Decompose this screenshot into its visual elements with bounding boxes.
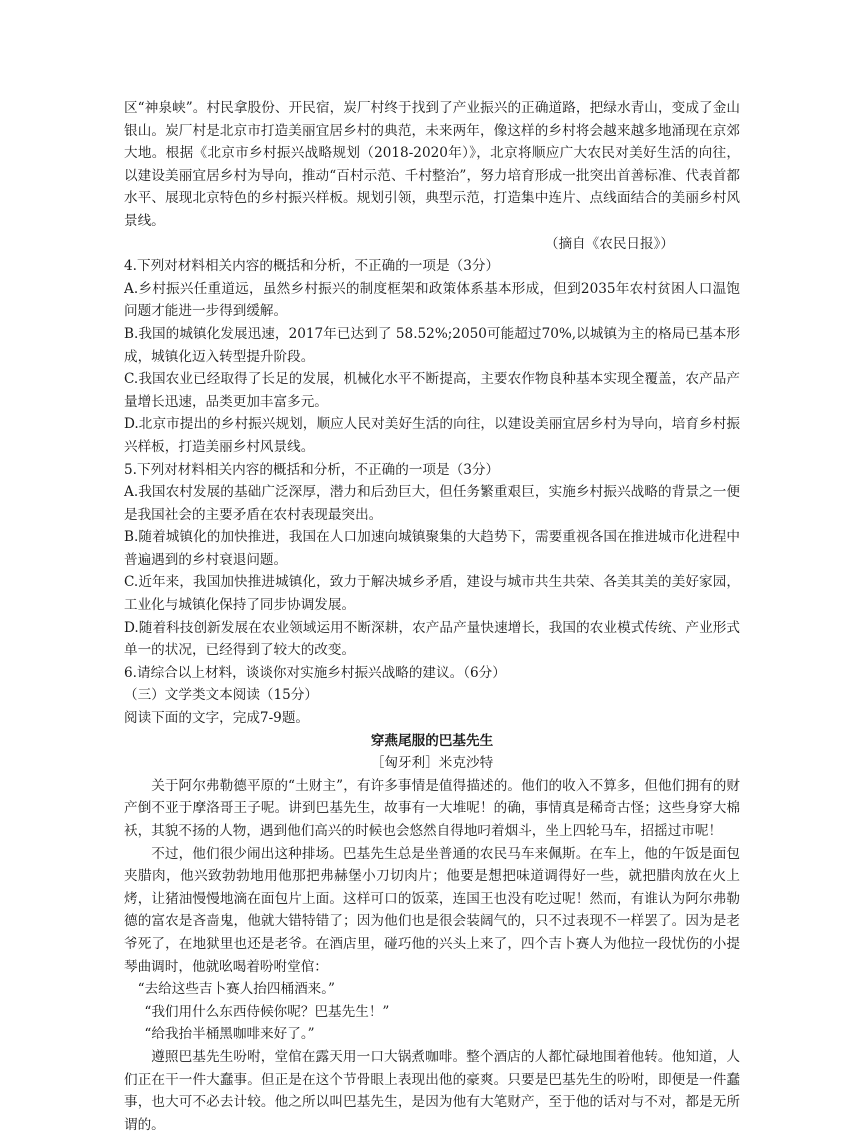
- passage-paragraph: 区“神泉峡”。村民拿股份、开民宿，炭厂村终于找到了产业振兴的正确道路，把绿水青山，变成了金山银山。炭厂村是北京市打造美丽宜居乡村的典范，未来两年，像这样的乡村将会越来越多地涌现在京郊大地。根据《北京市乡村振兴战略规划（2018-2020年）》，北京将顺应广大农民对美好生活的向往，以建设美丽宜居乡村为导向，推动“百村示范、千村整治”，努力培育形成一批突出首善标准、代表首都水平、展现北京特色的乡村振兴样板。规划引领，典型示范，打造集中连片、点线面结合的美丽乡村风景线。: [124, 100, 740, 229]
- story-paragraph-2: 不过，他们很少闹出这种排场。巴基先生总是坐普通的农民马车来佩斯。在车上，他的午饭是面包夹腊肉，他兴致勃勃地用他那把弗赫堡小刀切肉片；他要是想把味道调得好一些，就把腊肉放在火上烤，让猪油慢慢地滴在面包片上面。这样可口的饭菜，连国王也没有吃过呢！然而，有谁认为阿尔弗勒德的富农是吝啬鬼，他就大错特错了；因为他们也是很会装阔气的，只不过表现不一样罢了。因为是老爷死了，在地狱里也还是老爷。在酒店里，碰巧他的兴头上来了，四个吉卜赛人为他拉一段忧伤的小提琴曲调时，他就吆喝着吩咐堂倌：: [124, 845, 740, 975]
- story-author: ［匈牙利］米克沙特: [370, 755, 494, 772]
- question-5-stem: 5.下列对材料相关内容的概括和分析，不正确的一项是（3分）: [124, 461, 500, 478]
- question-5-option-d: D.随着科技创新发展在农业领域运用不断深耕，农产品产量快速增长，我国的农业模式传统、产业形式单一的状况，已经得到了较大的改变。: [124, 619, 740, 659]
- question-5-option-c: C.近年来，我国加快推进城镇化，致力于解决城乡矛盾，建设与城市共生共荣、各美其美的美好家园，工业化与城镇化保持了同步协调发展。: [124, 574, 740, 614]
- question-5-option-b: B.随着城镇化的加快推进，我国在人口加速向城镇聚集的大趋势下，需要重视各国在推进城市化进程中普遍遇到的乡村衰退问题。: [124, 529, 740, 568]
- question-4-option-a: A.乡村振兴任重道远，虽然乡村振兴的制度框架和政策体系基本形成，但到2035年农村贫困人口温饱问题才能进一步得到缓解。: [124, 280, 740, 320]
- question-4-option-b: B.我国的城镇化发展迅速，2017年已达到了 58.52%;2050可能超过70%,以城镇为主的格局已基本形成，城镇化迈入转型提升阶段。: [124, 325, 740, 365]
- source-citation: （摘自《农民日报》）: [544, 235, 674, 252]
- question-6: 6.请综合以上材料，谈谈你对实施乡村振兴战略的建议。（6分）: [124, 664, 506, 681]
- question-4-stem: 4.下列对材料相关内容的概括和分析，不正确的一项是（3分）: [124, 258, 500, 275]
- story-paragraph-3: 遵照巴基先生吩咐，堂倌在露天用一口大锅煮咖啡。整个酒店的人都忙碌地围着他转。他知道，人们正在干一件大蠢事。但正是在这个节骨眼上表现出他的豪爽。只要是巴基先生的吩咐，即便是一件蠢事，也大可不必去计较。他之所以叫巴基先生，是因为他有大笔财产，至于他的话对与不对，都是无所谓的。: [124, 1048, 740, 1133]
- section-instruction: 阅读下面的文字，完成7-9题。: [124, 710, 310, 727]
- dialogue-line-3: “给我抬半桶黑咖啡来好了。”: [144, 1026, 315, 1043]
- dialogue-line-1: “去给这些吉卜赛人抬四桶酒来。”: [137, 981, 336, 998]
- story-paragraph-1: 关于阿尔弗勒德平原的“土财主”，有许多事情是值得描述的。他们的收入不算多，但他们拥有的财产倒不亚于摩洛哥王子呢。讲到巴基先生，故事有一大堆呢！的确，事情真是稀奇古怪；这些身穿大棉袄，其貌不扬的人物，遇到他们高兴的时候也会悠然自得地叼着烟斗，坐上四轮马车，招摇过市呢！: [124, 777, 740, 839]
- question-4-option-c: C.我国农业已经取得了长足的发展，机械化水平不断提高，主要农作物良种基本实现全覆盖，农产品产量增长迅速，品类更加丰富多元。: [124, 371, 740, 410]
- question-5-option-a: A.我国农村发展的基础广泛深厚，潜力和后劲巨大，但任务繁重艰巨，实施乡村振兴战略的背景之一便是我国社会的主要矛盾在农村表现最突出。: [124, 484, 740, 523]
- question-4-option-d: D.北京市提出的乡村振兴规划，顺应人民对美好生活的向往，以建设美丽宜居乡村为导向，培育乡村振兴样板，打造美丽乡村风景线。: [124, 416, 740, 455]
- dialogue-line-2: “我们用什么东西侍候你呢？巴基先生！”: [144, 1003, 390, 1020]
- section-heading: （三）文学类文本阅读（15分）: [124, 687, 319, 704]
- document-page: [124, 97, 740, 1136]
- story-title: 穿燕尾服的巴基先生: [370, 732, 494, 749]
